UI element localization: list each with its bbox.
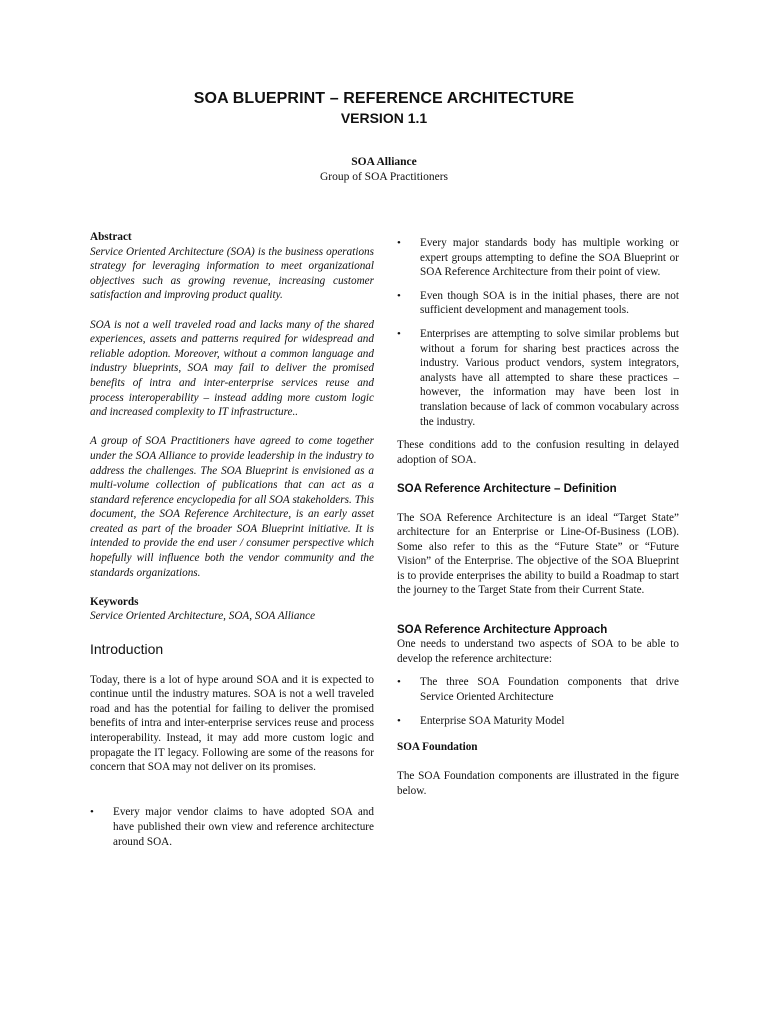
- list-item: • The three SOA Foundation components that drive Service Oriented Architecture: [397, 676, 679, 704]
- list-item: • Every major standards body has multiple working or expert groups attempting to define the SOA Blueprint or SOA Reference Architecture from their point of view.: [397, 237, 679, 279]
- list-item: • Enterprise SOA Maturity Model: [397, 714, 565, 727]
- bullet-icon: •: [397, 676, 401, 689]
- introduction-heading: Introduction: [90, 641, 164, 658]
- abstract-paragraph-2: SOA is not a well traveled road and lacks many of the shared experiences, assets and patterns required for widespread and reliable adoption. Moreover, without a common language and industry blueprints, SOA may fail to deliver the promised benefits of intra and inter-enterprise services reuse and process interoperability – instead adding more custom logic and increased complexity to IT infrastructure..: [90, 318, 374, 419]
- bullet-icon: •: [397, 327, 401, 340]
- document-title: SOA BLUEPRINT – REFERENCE ARCHITECTURE: [193, 90, 575, 107]
- list-item: • Enterprises are attempting to solve similar problems but without a forum for sharing best practices across the industry. Various product vendors, system integrators, analysts have all attempted to share these practices – however, the information may have been lost in translation because of lack of common vocabulary across the industry.: [397, 327, 679, 428]
- list-item: • Every major vendor claims to have adopted SOA and have published their own view and reference architecture around SOA.: [90, 806, 374, 848]
- author-affiliation: Group of SOA Practitioners: [319, 171, 449, 183]
- definition-heading: SOA Reference Architecture – Definition: [397, 482, 617, 495]
- abstract-paragraph-1: Service Oriented Architecture (SOA) is the business operations strategy for leveraging information to meet organizational objectives such as growing revenue, increasing customer satisfaction and improving product quality.: [90, 245, 374, 302]
- right-bullet-list: [397, 236, 679, 429]
- definition-paragraph: The SOA Reference Architecture is an ideal “Target State” architecture for an Enterprise or Line-Of-Business (LOB). Some also refer to this as the “Future State” or “Future Vision” of the Enterprise. The objective of the SOA Blueprint is to provide enterprises the ability to build a Roadmap to start the journey to the Target State from their Current State.: [397, 511, 679, 597]
- bullet-icon: •: [397, 289, 401, 302]
- author-name: SOA Alliance: [351, 156, 417, 168]
- approach-paragraph: One needs to understand two aspects of SOA to be able to develop the reference architecture:: [397, 638, 679, 665]
- keywords-text: Service Oriented Architecture, SOA, SOA Alliance: [90, 610, 316, 623]
- abstract-paragraph-3: A group of SOA Practitioners have agreed to come together under the SOA Alliance to provide leadership in the industry to address the challenges. The SOA Blueprint is envisioned as a multi-volume collection of publications that can act as a standard reference encyclopedia for all SOA stakeholders. This document, the SOA Reference Architecture, is an early asset created as part of the broader SOA Blueprint initiative. It is intended to provide the end user / consumer perspective which hopefully will influence both the vendor community and the standards organizations.: [90, 435, 374, 579]
- conditions-paragraph: These conditions add to the confusion resulting in delayed adoption of SOA.: [397, 439, 679, 466]
- introduction-paragraph: Today, there is a lot of hype around SOA and it is expected to continue until the industry matures. SOA is not a well traveled road and has the potential for failing to deliver the promised benefits of intra and inter-enterprise services reuse and process interoperability. Instead, it may add more custom logic and propagate the IT legacy. Following are some of the reasons for concern that SOA may not deliver on its promises.: [90, 673, 374, 774]
- right-column: [397, 236, 679, 813]
- approach-heading: SOA Reference Architecture Approach: [397, 623, 608, 636]
- keywords-heading: Keywords: [90, 595, 139, 608]
- list-item: • Even though SOA is in the initial phases, there are not sufficient development and management tools.: [397, 289, 679, 317]
- bullet-icon: •: [397, 237, 401, 249]
- left-column: [90, 230, 374, 858]
- foundation-heading: SOA Foundation: [397, 741, 478, 754]
- bullet-icon: •: [90, 806, 94, 819]
- foundation-paragraph: The SOA Foundation components are illustrated in the figure below.: [397, 770, 679, 797]
- left-bullet-list: [90, 805, 374, 849]
- approach-bullet-list: [397, 675, 679, 728]
- bullet-icon: •: [397, 714, 401, 727]
- abstract-heading: Abstract: [90, 231, 132, 243]
- document-version: VERSION 1.1: [340, 110, 428, 126]
